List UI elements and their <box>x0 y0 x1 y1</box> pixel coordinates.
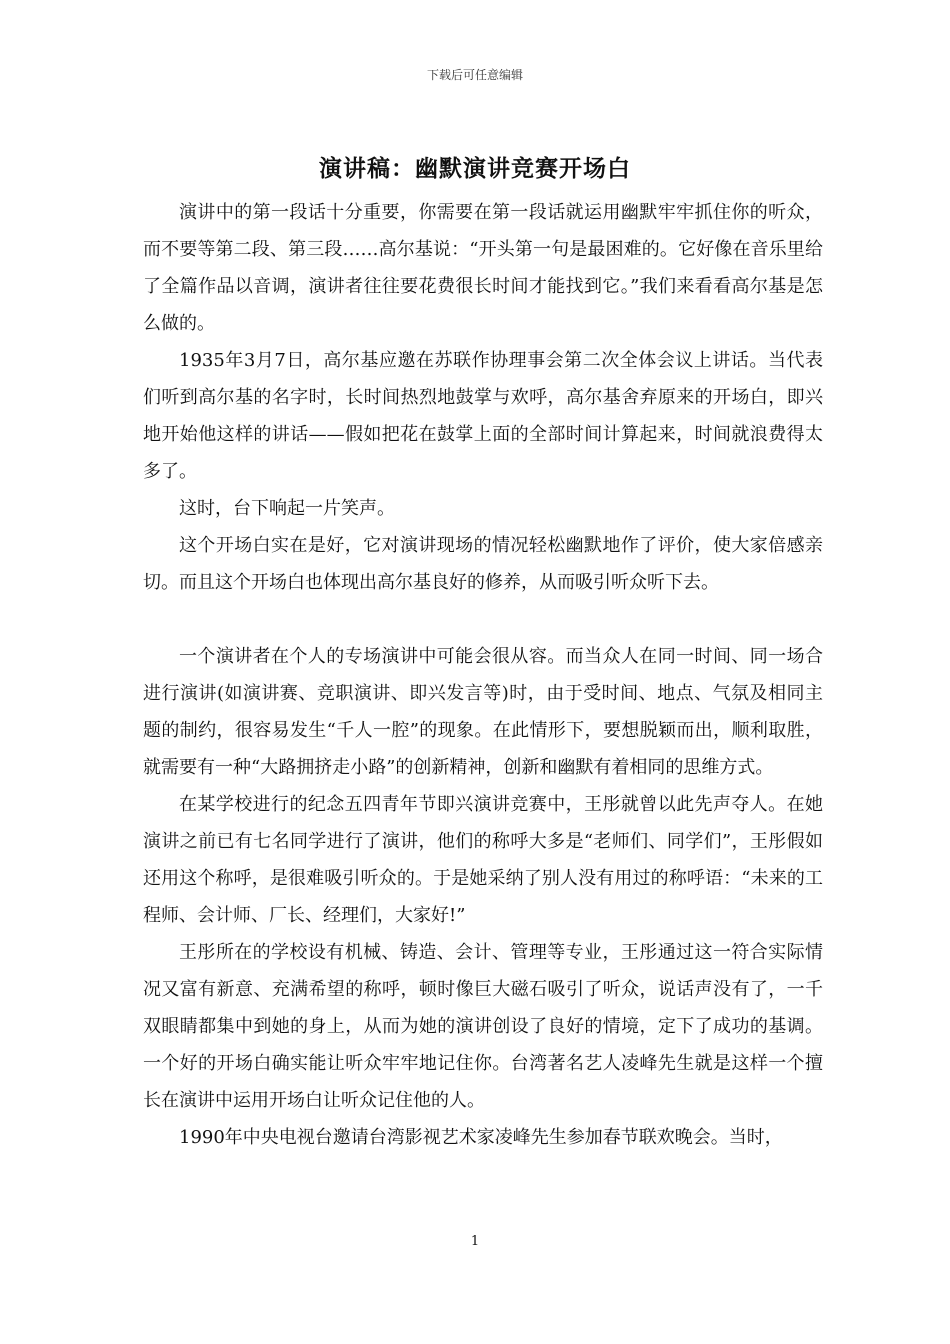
document-body <box>143 194 823 1156</box>
header-note: 下载后可任意编辑 <box>426 68 523 82</box>
paragraph: 王彤所在的学校设有机械、铸造、会计、管理等专业，王彤通过这一符合实际情况又富有新意、充满希望的称呼，顿时像巨大磁石吸引了听众，说话声没有了，一千双眼睛都集中到她的身上，从而为她的演讲创设了良好的情境，定下了成功的基调。一个好的开场白确实能让听众牢牢地记住你。台湾著名艺人凌峰先生就是这样一个擅长在演讲中运用开场白让听众记住他的人。 <box>143 942 823 1111</box>
document-title: 演讲稿：幽默演讲竞赛开场白 <box>319 156 631 182</box>
paragraph: 这时，台下响起一片笑声。 <box>179 498 395 519</box>
page-number: 1 <box>470 1234 480 1249</box>
paragraph: 1990年中央电视台邀请台湾影视艺术家凌峰先生参加春节联欢晚会。当时， <box>179 1127 783 1148</box>
paragraph: 这个开场白实在是好，它对演讲现场的情况轻松幽默地作了评价，使大家倍感亲切。而且这个开场白也体现出高尔基良好的修养，从而吸引听众听下去。 <box>143 535 823 593</box>
paragraph: 在某学校进行的纪念五四青年节即兴演讲竞赛中，王彤就曾以此先声夺人。在她演讲之前已有七名同学进行了演讲，他们的称呼大多是“老师们、同学们”，王彤假如还用这个称呼，是很难吸引听众的。于是她采纳了别人没有用过的称呼语：“未来的工程师、会计师、厂长、经理们，大家好!” <box>143 794 823 926</box>
paragraph: 一个演讲者在个人的专场演讲中可能会很从容。而当众人在同一时间、同一场合进行演讲(如演讲赛、竞职演讲、即兴发言等)时，由于受时间、地点、气氛及相同主题的制约，很容易发生“千人一腔”的现象。在此情形下，要想脱颖而出，顺利取胜，就需要有一种“大路拥挤走小路”的创新精神，创新和幽默有着相同的思维方式。 <box>143 646 823 778</box>
paragraph: 1935年3月7日，高尔基应邀在苏联作协理事会第二次全体会议上讲话。当代表们听到高尔基的名字时，长时间热烈地鼓掌与欢呼，高尔基舍弃原来的开场白，即兴地开始他这样的讲话——假如把花在鼓掌上面的全部时间计算起来，时间就浪费得太多了。 <box>143 350 823 482</box>
paragraph: 演讲中的第一段话十分重要，你需要在第一段话就运用幽默牢牢抓住你的听众，而不要等第二段、第三段……高尔基说：“开头第一句是最困难的。它好像在音乐里给了全篇作品以音调，演讲者往往要花费很长时间才能找到它。”我们来看看高尔基是怎么做的。 <box>143 202 823 334</box>
